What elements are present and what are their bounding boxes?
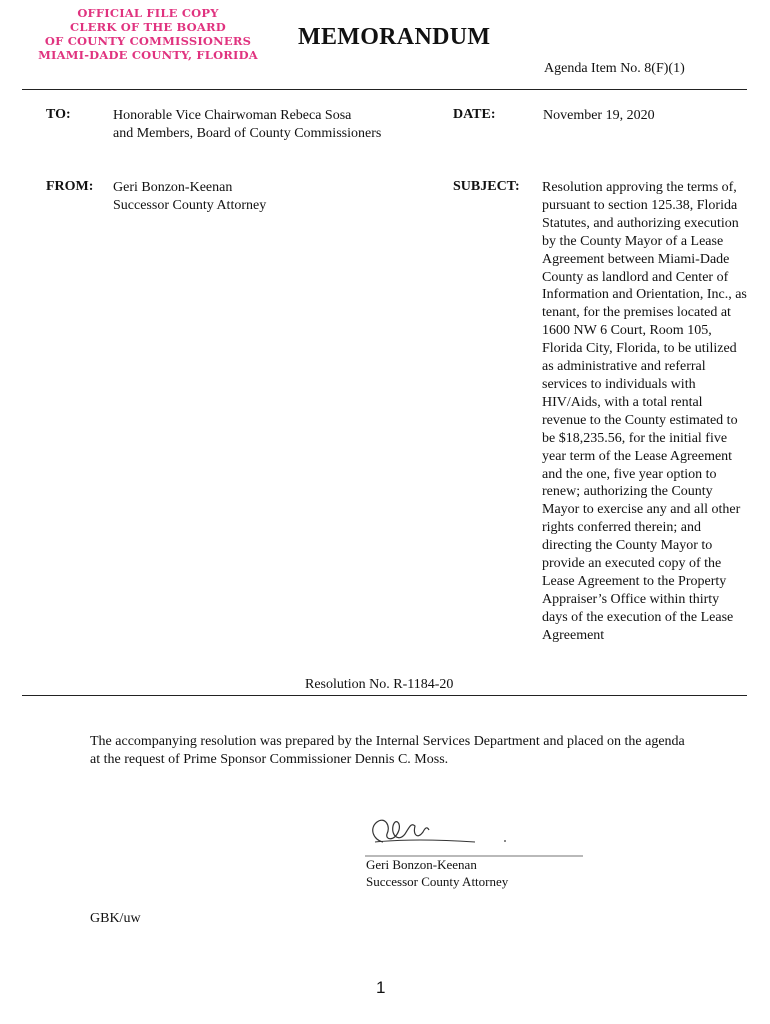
date-value: November 19, 2020: [543, 108, 655, 123]
from-label: FROM:: [46, 179, 94, 194]
subject-text: Resolution approving the terms of, pursuant to section 125.38, Florida Statutes, and authorizing execution by the County Mayor of a Lease Agreement between Miami-Dade County as landlord and Center of Information and Orientation, Inc., as tenant, for the premises located at 1600 NW 6 Court, Room 105, Florida City, Florida, to be utilized as administrative and referral services to individuals with HIV/Aids, with a total rental revenue to the County estimated to be $18,235.56, for the initial five year term of the Lease Agreement and the one, five year option to renew; authorizing the County Mayor to exercise any and all other rights conferred therein; and directing the County Mayor to provide an executed copy of the Lease Agreement to the Property Appraiser’s Office within thirty days of the execution of the Lease Agreement: [542, 180, 747, 643]
subject-divider: [22, 695, 747, 696]
to-line-2: and Members, Board of County Commissioners: [113, 126, 382, 141]
to-recipients: [113, 107, 381, 143]
stamp-line-1: OFFICIAL FILE COPY: [77, 6, 219, 20]
page-number: 1: [376, 978, 386, 997]
memo-title: MEMORANDUM: [298, 24, 491, 50]
from-sender: [113, 179, 266, 215]
stamp-line-3: OF COUNTY COMMISSIONERS: [44, 34, 252, 48]
resolution-number: Resolution No. R-1184-20: [305, 677, 454, 692]
official-file-copy-stamp: [30, 6, 266, 62]
stamp-line-2: CLERK OF THE BOARD: [70, 20, 226, 34]
from-line-1: Geri Bonzon-Keenan: [113, 180, 233, 195]
header-divider: [22, 89, 747, 90]
signature-block: [366, 856, 508, 890]
agenda-item-number: Agenda Item No. 8(F)(1): [544, 61, 685, 76]
to-line-1: Honorable Vice Chairwoman Rebeca Sosa: [113, 108, 352, 123]
memo-body-paragraph: The accompanying resolution was prepared by the Internal Services Department and placed on the agenda at the request of Prime Sponsor Commissioner Dennis C. Moss.: [90, 734, 685, 767]
to-label: TO:: [46, 107, 71, 122]
signature-title: Successor County Attorney: [366, 874, 509, 889]
from-line-2: Successor County Attorney: [113, 198, 267, 213]
stamp-line-4: MIAMI-DADE COUNTY, FLORIDA: [38, 48, 258, 62]
author-initials: GBK/uw: [90, 911, 141, 926]
signature-name: Geri Bonzon-Keenan: [366, 857, 477, 872]
handwritten-signature: [355, 812, 595, 862]
subject-label: SUBJECT:: [453, 179, 520, 194]
date-label: DATE:: [453, 107, 496, 122]
